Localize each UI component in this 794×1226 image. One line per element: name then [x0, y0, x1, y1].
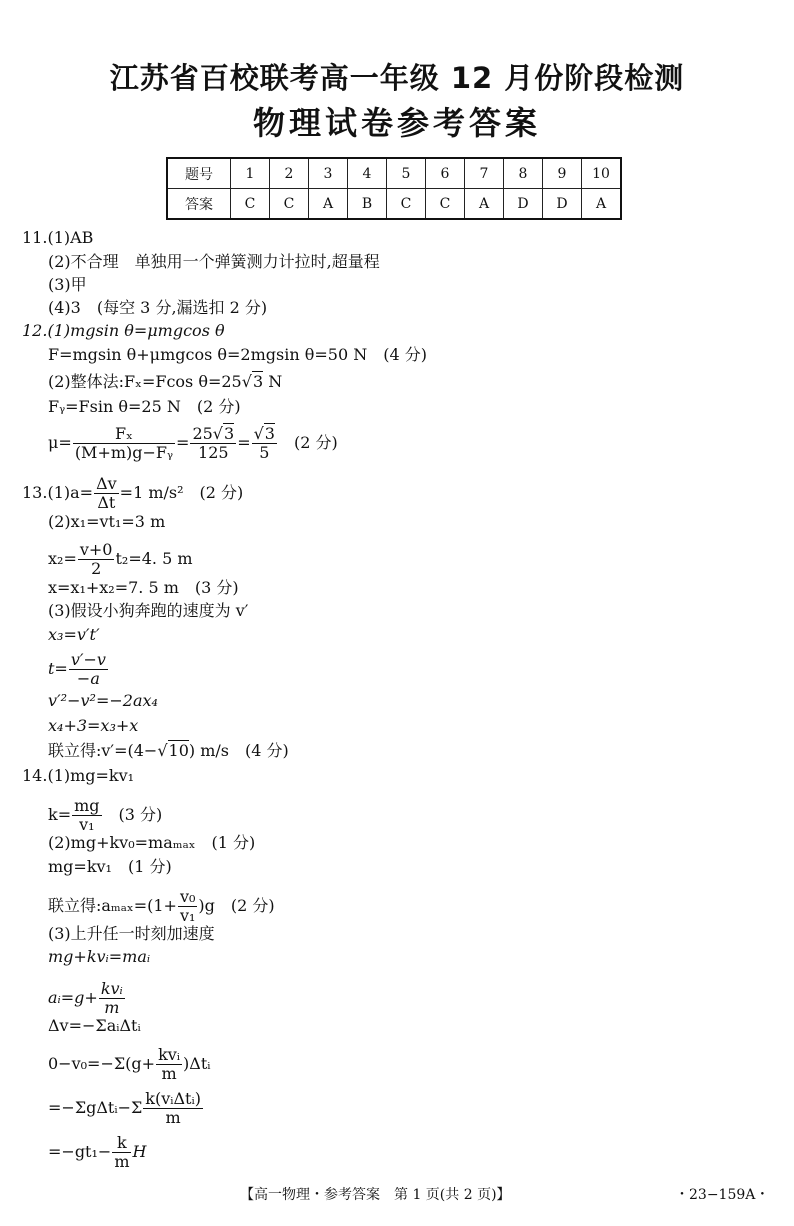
q13-line1	[22, 475, 243, 512]
fraction	[99, 980, 125, 1017]
sqrt-radicand: 3	[224, 424, 235, 443]
q14-line5-result: )g (2 分)	[198, 896, 275, 915]
q13-line7-text: t=	[48, 659, 68, 678]
q-answer: C	[270, 189, 309, 220]
q-answer: B	[348, 189, 387, 220]
q13-line6: x₃=v′t′	[48, 625, 100, 644]
q14-line5	[48, 888, 275, 925]
q13-line9: x₄+3=x₃+x	[48, 716, 139, 735]
q-number: 1	[231, 158, 270, 189]
q-number: 8	[504, 158, 543, 189]
q14-line5-text: 联立得:aₘₐₓ=(1+	[48, 896, 177, 915]
footer-page-info: 【高一物理・参考答案 第 1 页(共 2 页)】	[240, 1187, 511, 1203]
q13-line10-result: ) m/s (4 分)	[188, 741, 289, 760]
q-answer: A	[582, 189, 622, 220]
numerator: Δv	[96, 474, 117, 493]
q13-line4: x=x₁+x₂=7. 5 m (3 分)	[48, 578, 239, 597]
denominator: v₁	[79, 815, 95, 834]
fraction	[143, 1090, 203, 1127]
denominator: Δt	[97, 493, 116, 512]
denominator: m	[114, 1152, 130, 1171]
q14-line8	[48, 980, 126, 1017]
fraction	[190, 425, 236, 462]
sqrt-radicand: 3	[252, 372, 264, 391]
q14-line7: mg+kvᵢ=maᵢ	[48, 947, 151, 966]
numerator: √3	[253, 424, 275, 443]
q12-line3-unit: N	[263, 372, 283, 391]
q14-line11	[48, 1090, 204, 1127]
numerator-coef: 25	[192, 424, 213, 443]
fraction	[94, 475, 119, 512]
fraction	[252, 425, 277, 462]
numerator: 25√3	[192, 424, 235, 443]
title-line2: 物理试卷参考答案	[252, 104, 541, 142]
q12-line3: (2)整体法:Fₓ=Fcos θ=25√3 N	[48, 372, 283, 391]
denominator: m	[161, 1064, 177, 1083]
footer-code: ・23−159A・	[675, 1187, 770, 1203]
denominator: (M+m)g−Fᵧ	[74, 443, 174, 462]
fraction	[69, 651, 108, 688]
numerator: kvᵢ	[158, 1045, 181, 1064]
q11-line2: (2)不合理 单独用一个弹簧测力计拉时,超量程	[48, 252, 380, 271]
q14-line2	[48, 797, 162, 834]
q14-line6: (3)上升任一时刻加速度	[48, 924, 215, 943]
q-answer: C	[231, 189, 270, 220]
numerator: kvᵢ	[100, 979, 123, 998]
q12-line2: F=mgsin θ+μmgcos θ=2mgsin θ=50 N (4 分)	[48, 345, 427, 364]
q14-line12	[48, 1134, 146, 1171]
q12-line1: 12.(1)mgsin θ=μmgcos θ	[22, 321, 225, 340]
q13-line8: v′²−v²=−2ax₄	[48, 691, 158, 710]
numerator: mg	[74, 796, 100, 815]
table-header-label: 题号	[167, 158, 231, 189]
q13-line2: (2)x₁=vt₁=3 m	[48, 512, 166, 531]
q12-line5-score: (2 分)	[294, 433, 338, 452]
q14-line11-text: =−ΣgΔtᵢ−Σ	[48, 1098, 143, 1117]
q12-line3-text: (2)整体法:Fₓ=Fcos θ=25	[48, 372, 242, 391]
answer-table	[166, 157, 622, 220]
mu-symbol: μ=	[48, 433, 72, 452]
sqrt-radicand: 3	[264, 424, 275, 443]
q-number: 4	[348, 158, 387, 189]
q11-line3: (3)甲	[48, 275, 87, 294]
q14-line8-text: aᵢ=g+	[48, 988, 98, 1007]
q14-line3: (2)mg+kv₀=maₘₐₓ (1 分)	[48, 833, 256, 852]
q14-line4: mg=kv₁ (1 分)	[48, 857, 172, 876]
q12-line5: μ= $\frac{\text{Fₓ}}{\text{(M+m)g−Fᵧ}}$ = $\frac{25√3}{125}$ = $\frac{√3}{5}$ (2 分)	[48, 424, 338, 462]
q-number: 10	[582, 158, 622, 189]
numerator: k	[112, 1134, 131, 1153]
q-answer: D	[543, 189, 582, 220]
q-answer: A	[309, 189, 348, 220]
denominator: 5	[259, 443, 270, 462]
q14-line10-result: )Δtᵢ	[183, 1054, 211, 1073]
q-number: 5	[387, 158, 426, 189]
q14-line10	[48, 1046, 210, 1083]
q13-line1-text: 13.(1)a=	[22, 483, 94, 502]
q13-line3-text: x₂=	[48, 549, 77, 568]
table-answer-label: 答案	[167, 189, 231, 220]
fraction	[78, 541, 115, 578]
denominator: 2	[91, 559, 102, 578]
q14-line12-result: H	[132, 1142, 147, 1161]
q11-line1: 11.(1)AB	[22, 228, 94, 247]
numerator: v+0	[79, 540, 113, 559]
numerator: k(vᵢΔtᵢ)	[145, 1089, 201, 1108]
fraction	[73, 425, 175, 462]
q13-line7	[48, 651, 109, 688]
denominator: −a	[76, 669, 100, 688]
q14-line2-score: (3 分)	[102, 805, 163, 824]
q14-line10-text: 0−v₀=−Σ(g+	[48, 1054, 156, 1073]
q13-line3	[48, 541, 193, 578]
q-answer: D	[504, 189, 543, 220]
denominator: m	[165, 1108, 181, 1127]
fraction	[112, 1134, 131, 1171]
q14-line1: 14.(1)mg=kv₁	[22, 766, 135, 785]
answer-table-answer-row	[167, 189, 621, 220]
denominator: v₁	[179, 906, 196, 925]
denominator: 125	[198, 443, 229, 462]
q-number: 6	[426, 158, 465, 189]
fraction	[72, 797, 101, 834]
q12-line4: Fᵧ=Fsin θ=25 N (2 分)	[48, 397, 241, 416]
sqrt-radicand: 10	[168, 741, 189, 760]
fraction	[178, 888, 197, 925]
q-answer: C	[387, 189, 426, 220]
q-number: 3	[309, 158, 348, 189]
q13-line10-text: 联立得:v′=(4−	[48, 741, 158, 760]
q-number: 7	[465, 158, 504, 189]
fraction	[156, 1046, 182, 1083]
denominator: m	[104, 998, 120, 1017]
q14-line2-text: k=	[48, 805, 72, 824]
q11-line4: (4)3 (每空 3 分,漏选扣 2 分)	[48, 298, 268, 317]
q14-line12-text: =−gt₁−	[48, 1142, 112, 1161]
q14-line9: Δv=−ΣaᵢΔtᵢ	[48, 1016, 141, 1035]
q-answer: A	[465, 189, 504, 220]
q-answer: C	[426, 189, 465, 220]
answer-table-header-row	[167, 158, 621, 189]
title-line1: 江苏省百校联考高一年级 12 月份阶段检测	[109, 61, 685, 95]
q13-line5: (3)假设小狗奔跑的速度为 v′	[48, 601, 249, 620]
numerator: Fₓ	[73, 425, 175, 444]
q-number: 2	[270, 158, 309, 189]
q13-line3-result: t₂=4. 5 m	[115, 549, 193, 568]
numerator: v₀	[179, 887, 196, 906]
q-number: 9	[543, 158, 582, 189]
numerator: v′−v	[70, 650, 106, 669]
q13-line10: 联立得:v′=(4−√10) m/s (4 分)	[48, 741, 289, 760]
q13-line1-result: =1 m/s² (2 分)	[119, 483, 244, 502]
